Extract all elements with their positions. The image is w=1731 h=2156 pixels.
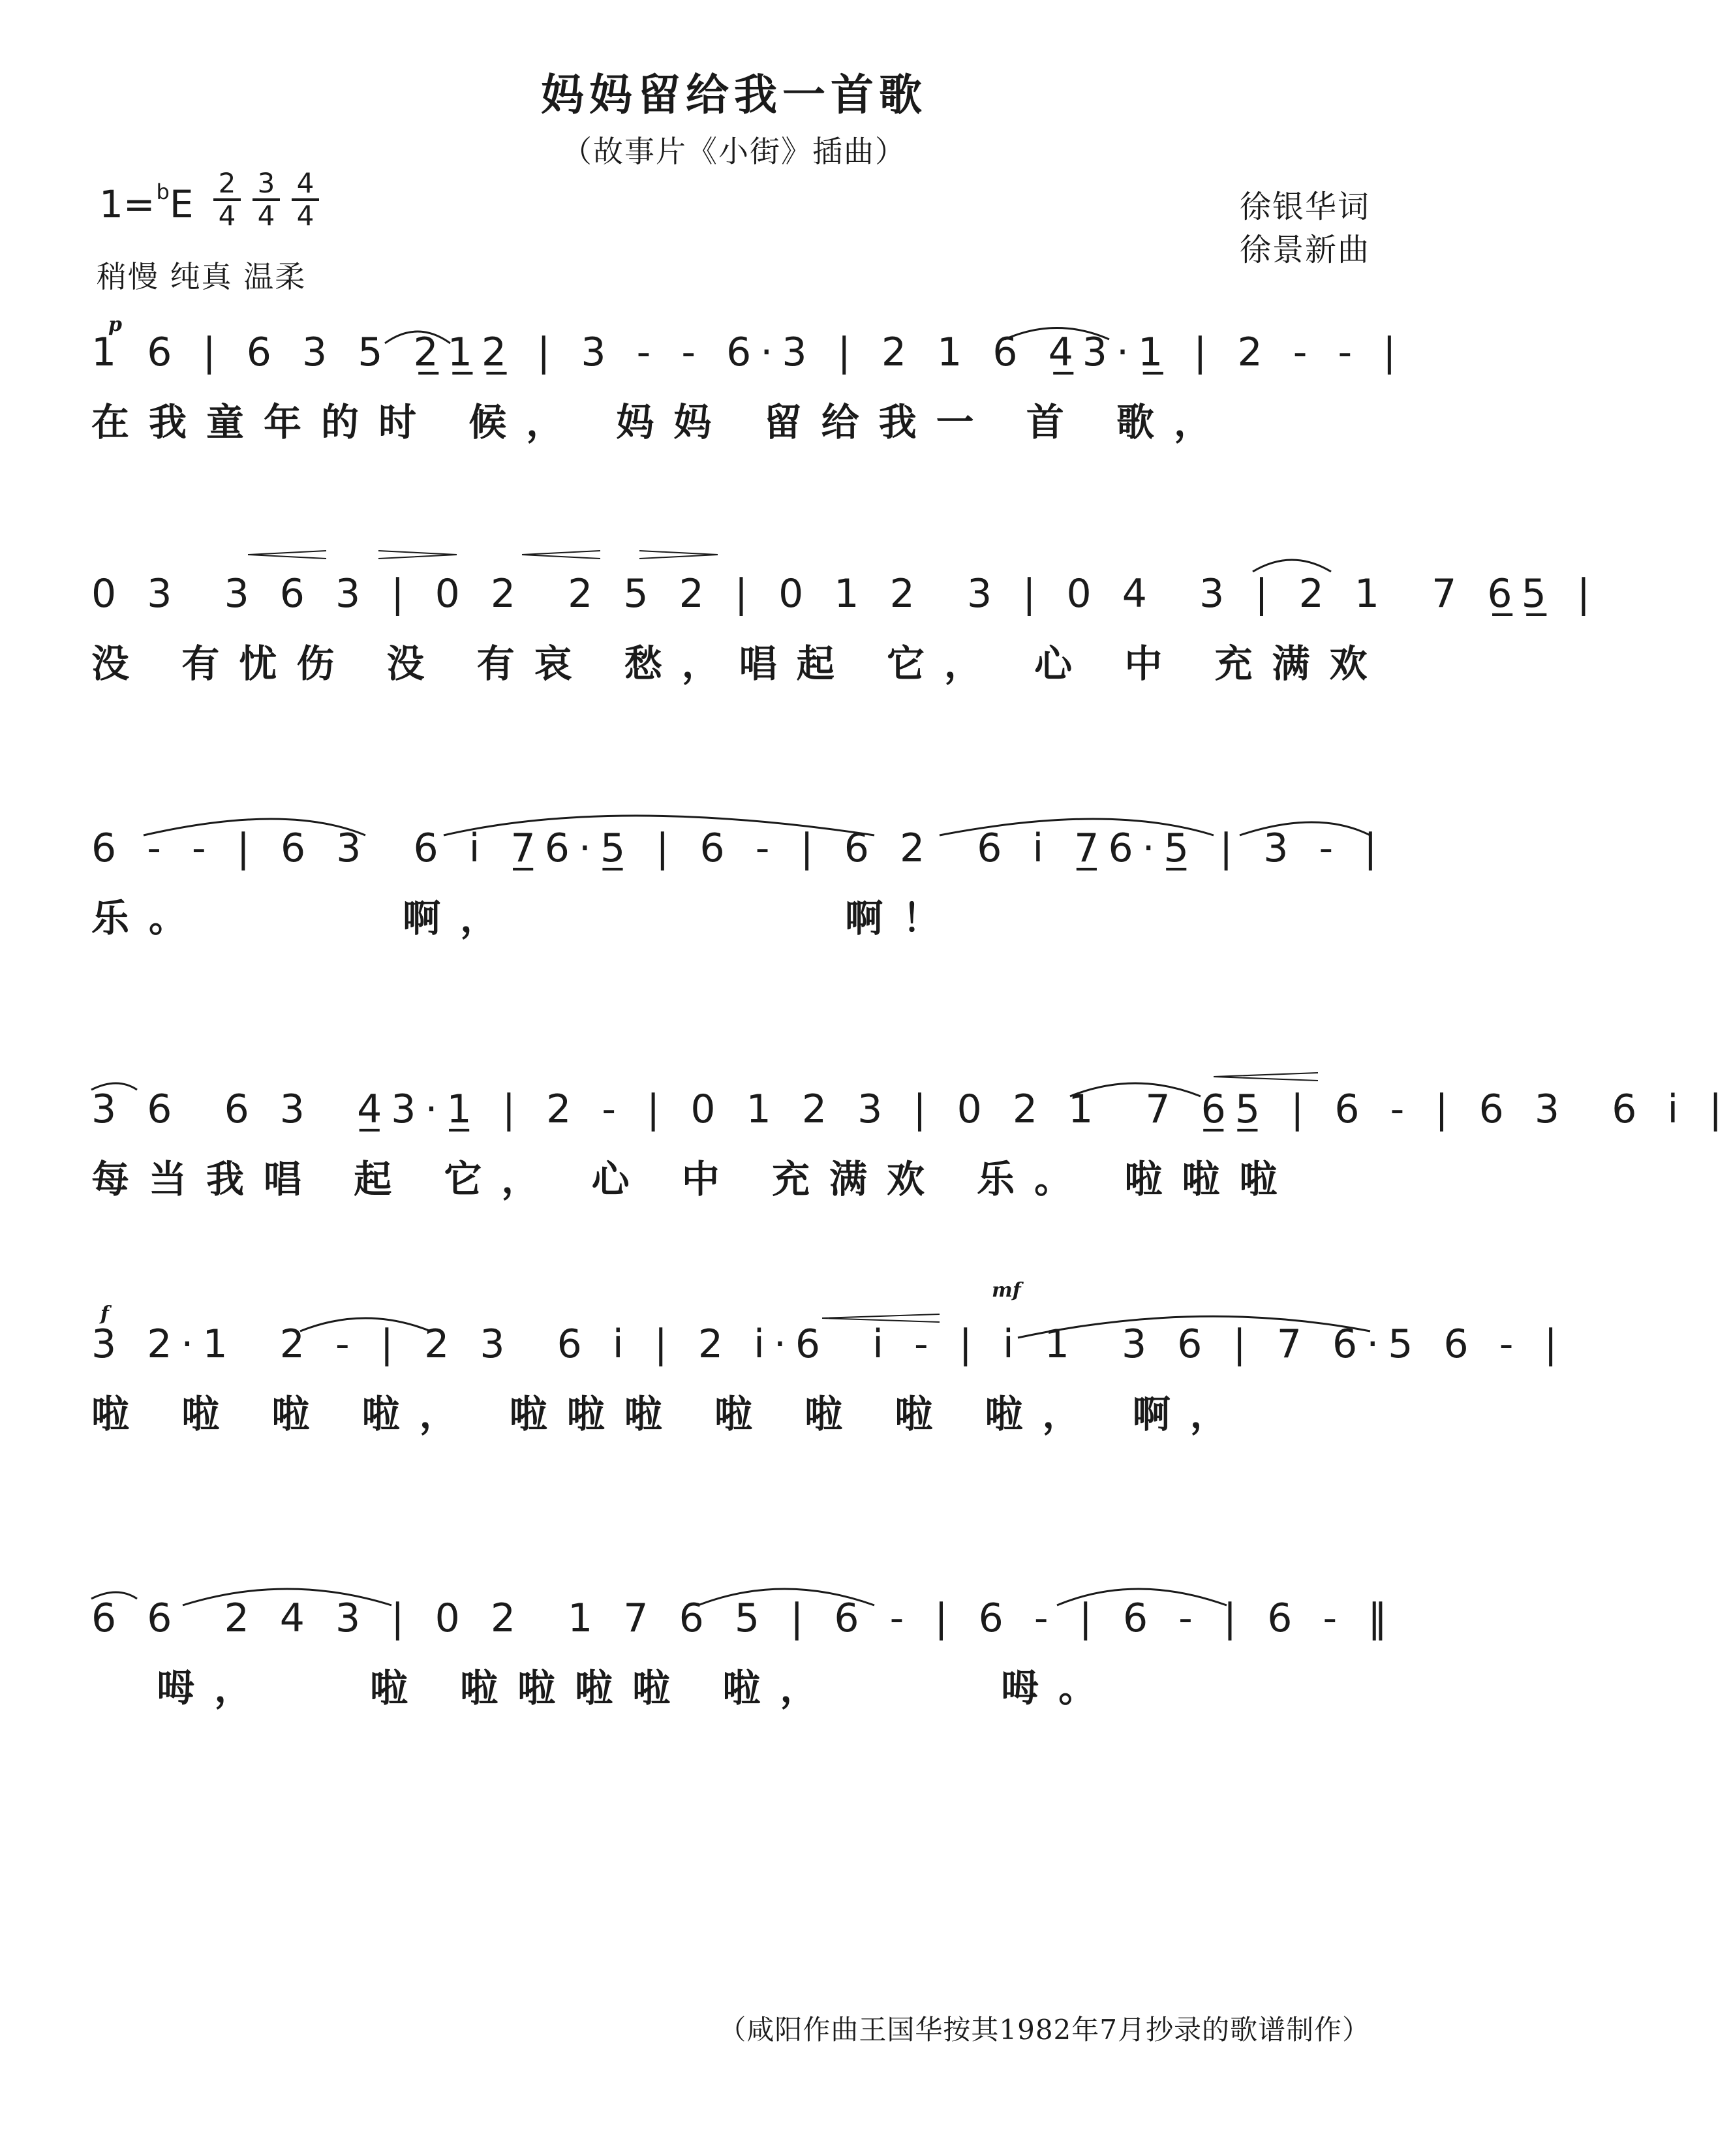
staff-system-2 (91, 555, 1600, 763)
lyric-line: 每当我唱 起 它， 心 中 充满欢 乐。 啦啦啦 (91, 1157, 1297, 1201)
song-subtitle: （故事片《小街》插曲） (562, 134, 906, 169)
transcription-note: （咸阳作曲王国华按其1982年7月抄录的歌谱制作） (718, 2014, 1370, 2046)
meter-denominator: 4 (296, 200, 314, 232)
meter-numerator: 2 (218, 167, 236, 199)
numbered-notes: 0 3 3 6 3 | 0 2 2 5 2 | 0 1 2 3 | 0 4 3 | 2 1 7 6̲5̲ | (91, 571, 1600, 617)
dynamic-mark: p (108, 313, 122, 336)
meter-4-4 (286, 168, 325, 231)
meter-denominator: 4 (257, 200, 275, 232)
lyric-line: 没 有忧伤 没 有哀 愁，唱起 它， 心 中 充满欢 (91, 641, 1387, 686)
staff-system-4 (91, 1070, 1731, 1279)
dynamic-mark: f (100, 1302, 109, 1325)
meter-numerator: 4 (296, 167, 314, 199)
lyric-line: 乐。 啊， 啊！ (91, 896, 960, 940)
numbered-notes: 6 6 2 4 3 | 0 2 1 7 6 5 | 6 - | 6 - | 6 - | 6 - ‖ (91, 1595, 1397, 1641)
lyric-line: 呣， 啦 啦啦啦啦 啦， 呣。 (91, 1666, 1116, 1710)
key-signature (99, 179, 193, 226)
tempo-marking: 稍慢 纯真 温柔 (97, 259, 307, 294)
numbered-notes: 6 - - | 6 3 6 i 7̲6·5̲ | 6 - | 6 2 6 i 7̲6·5̲ | 3 - | (91, 825, 1386, 871)
staff-system-5 (91, 1279, 1567, 1514)
lyric-line: 在我童年的时 候， 妈妈 留给我一 首 歌， (91, 400, 1231, 444)
meter-numerator: 3 (257, 167, 275, 199)
meter-denominator: 4 (218, 200, 236, 232)
staff-system-3 (91, 809, 1386, 1018)
flat-accidental: b (156, 179, 170, 204)
numbered-notes: 1 6 | 6 3 5 2̲1̲2̲ | 3 - - 6·3 | 2 1 6 4̲3·1̲ | 2 - - | (91, 330, 1405, 375)
staff-system-1 (91, 313, 1405, 522)
dynamic-mark-mf: mf (992, 1279, 1021, 1302)
lyric-line: 啦 啦 啦 啦， 啦啦啦 啦 啦 啦 啦， 啊， (91, 1392, 1248, 1436)
lyricist-credit: 徐银华词 (1239, 189, 1370, 225)
numbered-notes: 3 6 6 3 4̲3·1̲ | 2 - | 0 1 2 3 | 0 2 1 7 6̲5̲ | 6 - | 6 3 6 i | (91, 1086, 1731, 1132)
staff-system-6 (91, 1579, 1397, 1788)
meter-2-4 (207, 168, 247, 231)
meter-3-4 (247, 168, 286, 231)
key-note: E (169, 182, 194, 226)
composer-credit: 徐景新曲 (1239, 232, 1370, 268)
numbered-notes: 3 2·1 2 - | 2 3 6 i | 2 i·6 i - | i 1 3 6 | 7 6·5 6 - | (91, 1321, 1567, 1367)
song-title: 妈妈留给我一首歌 (541, 69, 927, 120)
key-prefix: 1= (99, 182, 155, 226)
